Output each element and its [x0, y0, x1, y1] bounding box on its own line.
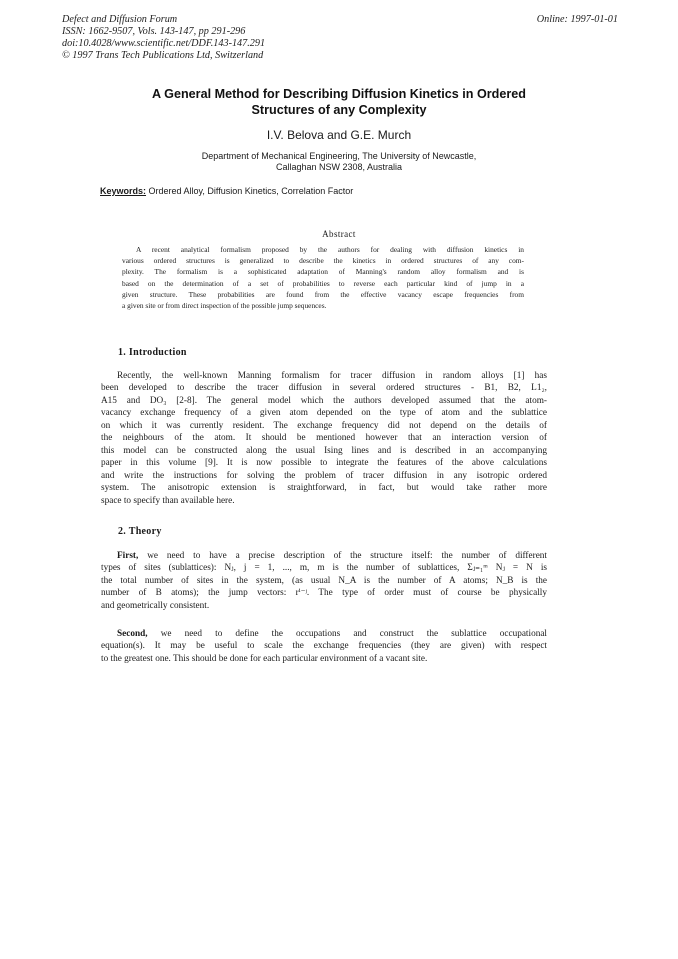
- introduction-paragraph: [101, 370, 547, 507]
- title-line-2: Structures of any Complexity: [251, 103, 427, 117]
- text-line: types of sites (sublattices): Nⱼ, j = 1, ..., m, m is the number of sublattices, Σⱼ₌₁ᵐ Nⱼ = N is: [101, 563, 547, 574]
- journal-name: Defect and Diffusion Forum: [62, 14, 178, 25]
- text-line: the neighbours of the atom. It should be mentioned however that an interaction version of: [101, 433, 547, 444]
- affiliation: [100, 151, 578, 173]
- text-line: number of B atoms); the jump vectors: rⁱ⁻ʲ. The type of order must of course be physically: [101, 588, 547, 599]
- text-line: A15 and DO₃ [2-8]. The general model which the authors developed assumed that the atom-: [101, 395, 547, 406]
- theory-paragraph-1: [101, 550, 547, 612]
- doi-line[interactable]: doi:10.4028/www.scientific.net/DDF.143-147.291: [62, 38, 266, 49]
- text-line: vacancy exchange frequency of a given atom depended on the type of atom and the sublattice: [101, 408, 547, 419]
- online-date: Online: 1997-01-01: [536, 14, 618, 25]
- abstract-line: various ordered structures is generalized to describe the kinetics in ordered structures of any com-: [122, 256, 524, 266]
- text-line: [101, 628, 547, 640]
- lead-rest: we need to define the occupations and construct the sublattice occupational: [147, 629, 547, 639]
- abstract-line: given structure. These probabilities are found from the effective vacancy escape frequencies from: [122, 289, 524, 299]
- keywords-text: Ordered Alloy, Diffusion Kinetics, Correlation Factor: [148, 186, 354, 196]
- text-line: to the greatest one. This should be done for each particular environment of a vacant site.: [101, 653, 428, 664]
- text-line: on which it was currently resident. The exchange frequency did not depend on the details of: [101, 420, 547, 431]
- lead-rest: we need to have a precise description of the structure itself: the number of different: [138, 551, 547, 561]
- abstract-line: A recent analytical formalism proposed by the authors for dealing with diffusion kinetics in: [136, 245, 524, 254]
- abstract-line: a given site or from direct inspection of the possible jump sequences.: [122, 301, 327, 311]
- theory-paragraph-2: [101, 628, 547, 665]
- text-line: the total number of sites in the system, (as usual N_A is the number of A atoms; N_B is the: [101, 575, 547, 586]
- text-line: and write the instructions for solving the problem of tracer diffusion in any isotropic ordered: [101, 470, 547, 481]
- text-line: Recently, the well-known Manning formalism for tracer diffusion in random alloys [1] has: [117, 371, 547, 381]
- issn-line: ISSN: 1662-9507, Vols. 143-147, pp 291-296: [62, 26, 246, 37]
- journal-header: [62, 14, 618, 62]
- keywords: [100, 186, 578, 197]
- lead-word: Second,: [117, 629, 148, 639]
- abstract-heading: Abstract: [322, 229, 356, 239]
- section-heading-theory: 2. Theory: [118, 526, 162, 537]
- copyright-line: © 1997 Trans Tech Publications Ltd, Switzerland: [62, 50, 264, 61]
- lead-word: First,: [117, 551, 139, 561]
- text-line: space to specify than available here.: [101, 495, 235, 506]
- text-line: this model can be constructed along the usual Ising lines and is described in an accompanying: [101, 445, 547, 456]
- text-line: and geometrically consistent.: [101, 600, 210, 611]
- abstract-body: [122, 244, 524, 311]
- text-line: paper in this volume [9]. It is now possible to integrate the features of the above calculations: [101, 458, 547, 469]
- text-line: [101, 550, 547, 562]
- abstract-line: based on the determination of a set of probabilities to reverse each particular kind of jump in a: [122, 278, 524, 288]
- section-heading-introduction: 1. Introduction: [118, 347, 187, 358]
- text-line: been developed to describe the tracer diffusion in several ordered structures - B1, B2, L1₂,: [101, 383, 547, 394]
- affiliation-line-2: Callaghan NSW 2308, Australia: [275, 162, 403, 172]
- text-line: equation(s). It may be useful to scale the exchange frequencies (they are given) with respect: [101, 641, 547, 652]
- authors: I.V. Belova and G.E. Murch: [266, 128, 412, 142]
- affiliation-line-1: Department of Mechanical Engineering, The University of Newcastle,: [201, 151, 477, 161]
- title-line-1: A General Method for Describing Diffusion Kinetics in Ordered: [152, 87, 526, 101]
- paper-title: [100, 86, 578, 118]
- text-line: system. The anisotropic extension is straightforward, in fact, but would take rather more: [101, 483, 547, 494]
- keywords-label: Keywords:: [100, 186, 147, 196]
- abstract-line: plexity. The formalism is a sophisticated adaptation of Manning's random alloy formalism and is: [122, 267, 524, 277]
